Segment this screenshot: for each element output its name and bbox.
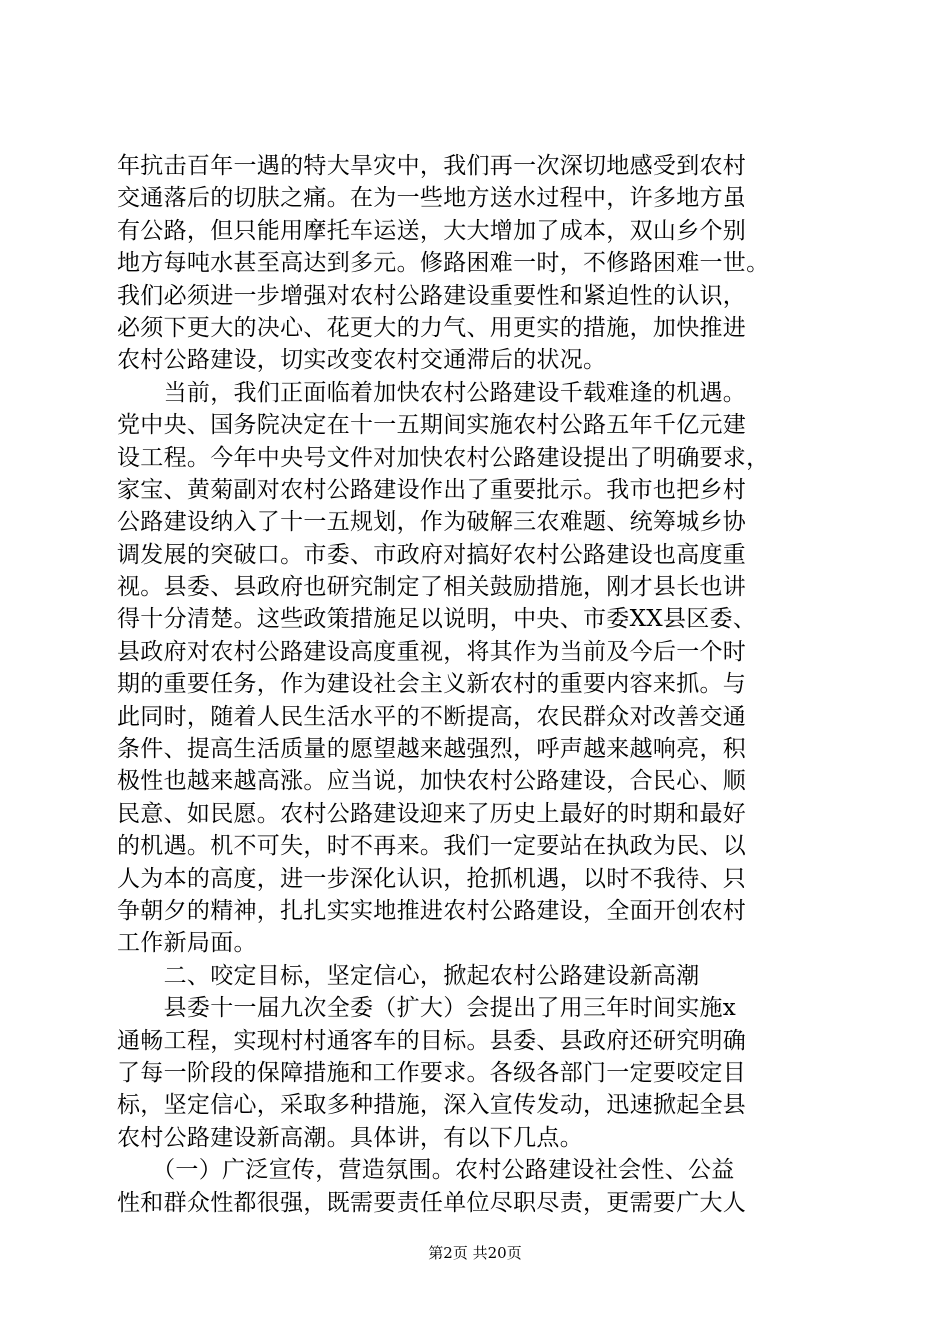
text-line: 条件、提高生活质量的愿望越来越强烈，呼声越来越响亮，积	[117, 736, 747, 763]
text-line: 家宝、黄菊副对农村公路建设作出了重要批示。我市也把乡村	[117, 476, 747, 503]
page-footer	[0, 1243, 950, 1263]
text-line: 民意、如民愿。农村公路建设迎来了历史上最好的时期和最好	[117, 800, 747, 827]
text-line: 年抗击百年一遇的特大旱灾中，我们再一次深切地感受到农村	[117, 153, 747, 179]
text-line: 期的重要任务，作为建设社会主义新农村的重要内容来抓。与	[117, 671, 747, 698]
text-line: 得十分清楚。这些政策措施足以说明，中央、市委XX县区委、	[117, 606, 757, 633]
page-number: 第2页 共20页	[428, 1244, 522, 1262]
text-line: 地方每吨水甚至高达到多元。修路困难一时，不修路困难一世。	[117, 250, 770, 277]
text-line: 当前，我们正面临着加快农村公路建设千载难逢的机遇。	[117, 379, 747, 406]
text-line: 标，坚定信心，采取多种措施，深入宣传发动，迅速掀起全县	[117, 1092, 747, 1119]
text-line: 交通落后的切肤之痛。在为一些地方送水过程中，许多地方虽	[117, 185, 747, 212]
text-line: （一）广泛宣传，营造氛围。农村公路建设社会性、公益	[117, 1157, 735, 1184]
text-line: 公路建设纳入了十一五规划，作为破解三农难题、统筹城乡协	[117, 509, 747, 536]
text-line: 的机遇。机不可失，时不再来。我们一定要站在执政为民、以	[117, 833, 747, 860]
text-line: 农村公路建设，切实改变农村交通滞后的状况。	[117, 347, 607, 374]
text-line: 人为本的高度，进一步深化认识，抢抓机遇，以时不我待、只	[117, 865, 747, 892]
text-line: 县委十一届九次全委（扩大）会提出了用三年时间实施x	[117, 995, 737, 1022]
text-line: 有公路，但只能用摩托车运送，大大增加了成本，双山乡个别	[117, 217, 747, 244]
text-line: 县政府对农村公路建设高度重视，将其作为当前及今后一个时	[117, 638, 747, 665]
text-line: 此同时，随着人民生活水平的不断提高，农民群众对改善交通	[117, 703, 747, 730]
text-line: 工作新局面。	[117, 930, 257, 957]
body-text	[117, 150, 833, 1219]
text-line: 通畅工程，实现村村通客车的目标。县委、县政府还研究明确	[117, 1027, 747, 1054]
text-line: 极性也越来越高涨。应当说，加快农村公路建设，合民心、顺	[117, 768, 747, 795]
text-line: 党中央、国务院决定在十一五期间实施农村公路五年千亿元建	[117, 412, 747, 439]
section-heading: 二、咬定目标，坚定信心，掀起农村公路建设新高潮	[117, 962, 700, 989]
text-line: 我们必须进一步增强对农村公路建设重要性和紧迫性的认识，	[117, 282, 747, 309]
text-line: 农村公路建设新高潮。具体讲，有以下几点。	[117, 1124, 583, 1151]
text-line: 视。县委、县政府也研究制定了相关鼓励措施，刚才县长也讲	[117, 574, 747, 601]
text-line: 必须下更大的决心、花更大的力气、用更实的措施，加快推进	[117, 314, 747, 341]
text-line: 设工程。今年中央号文件对加快农村公路建设提出了明确要求，	[117, 444, 770, 471]
text-line: 调发展的突破口。市委、市政府对搞好农村公路建设也高度重	[117, 541, 747, 568]
text-line: 了每一阶段的保障措施和工作要求。各级各部门一定要咬定目	[117, 1059, 747, 1086]
text-line: 性和群众性都很强，既需要责任单位尽职尽责，更需要广大人	[117, 1189, 747, 1216]
text-line: 争朝夕的精神，扎扎实实地推进农村公路建设，全面开创农村	[117, 897, 747, 924]
